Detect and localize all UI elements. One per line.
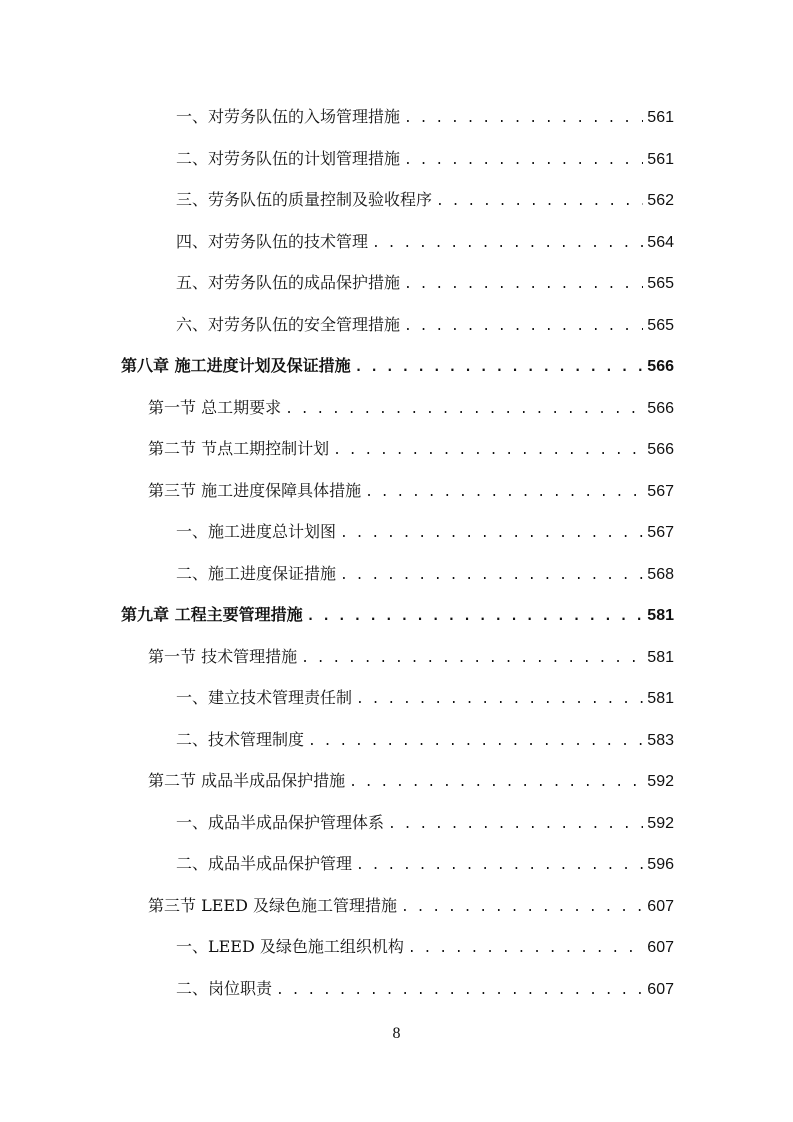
page-number: 8 bbox=[392, 1025, 401, 1042]
toc-section-entry[interactable] bbox=[148, 395, 674, 421]
toc-entry-page: 565 bbox=[647, 275, 674, 292]
toc-section-entry[interactable] bbox=[148, 436, 674, 462]
toc-entry-title: 四、对劳务队伍的技术管理 bbox=[176, 232, 369, 251]
toc-entry-title: 一、施工进度总计划图 bbox=[176, 522, 337, 541]
toc-entry-title: 第二节 节点工期控制计划 bbox=[148, 439, 330, 458]
toc-entry-page: 581 bbox=[647, 649, 674, 666]
dot-leader bbox=[404, 272, 643, 298]
toc-entry-title: 第三节 施工进度保障具体措施 bbox=[148, 481, 362, 500]
dot-leader bbox=[408, 936, 643, 962]
dot-leader bbox=[276, 978, 643, 1004]
toc-entry-page: 596 bbox=[647, 856, 674, 873]
toc-entry-title: 第八章 施工进度计划及保证措施 bbox=[121, 356, 351, 375]
toc-entry-page: 567 bbox=[647, 524, 674, 541]
dot-leader bbox=[307, 604, 644, 630]
toc-entry-page: 592 bbox=[647, 815, 674, 832]
toc-entry-page: 565 bbox=[647, 317, 674, 334]
dot-leader bbox=[301, 646, 643, 672]
toc-entry[interactable] bbox=[176, 810, 674, 836]
toc-entry[interactable] bbox=[176, 519, 674, 545]
toc-entry-page: 567 bbox=[647, 483, 674, 500]
dot-leader bbox=[388, 812, 643, 838]
dot-leader bbox=[349, 770, 643, 796]
toc-entry-title: 二、成品半成品保护管理 bbox=[176, 854, 353, 873]
toc-chapter-entry[interactable] bbox=[121, 602, 674, 628]
toc-entry-title: 二、对劳务队伍的计划管理措施 bbox=[176, 149, 401, 168]
dot-leader bbox=[355, 355, 644, 381]
toc-entry-page: 561 bbox=[647, 151, 674, 168]
toc-entry-page: 566 bbox=[647, 358, 674, 375]
toc-entry[interactable] bbox=[176, 685, 674, 711]
toc-entry-title: 六、对劳务队伍的安全管理措施 bbox=[176, 315, 401, 334]
dot-leader bbox=[404, 106, 643, 132]
dot-leader bbox=[333, 438, 643, 464]
toc-entry-page: 581 bbox=[647, 607, 674, 624]
dot-leader bbox=[340, 521, 643, 547]
toc-entry-title: 第一节 技术管理措施 bbox=[148, 647, 298, 666]
toc-entry[interactable] bbox=[176, 934, 674, 960]
dot-leader bbox=[340, 563, 643, 589]
toc-entry-page: 568 bbox=[647, 566, 674, 583]
toc-entry[interactable] bbox=[176, 851, 674, 877]
toc-entry[interactable] bbox=[176, 104, 674, 130]
toc-entry-page: 566 bbox=[647, 441, 674, 458]
dot-leader bbox=[308, 729, 643, 755]
toc-entry-title: 第三节 LEED 及绿色施工管理措施 bbox=[148, 896, 397, 915]
toc-entry[interactable] bbox=[176, 561, 674, 587]
toc-entry-title: 第九章 工程主要管理措施 bbox=[121, 605, 303, 624]
toc-entry-page: 581 bbox=[647, 690, 674, 707]
toc-section-entry[interactable] bbox=[148, 478, 674, 504]
toc-entry[interactable] bbox=[176, 146, 674, 172]
dot-leader bbox=[356, 853, 643, 879]
dot-leader bbox=[365, 480, 643, 506]
toc-entry-title: 第一节 总工期要求 bbox=[148, 398, 282, 417]
toc-entry-page: 607 bbox=[647, 981, 674, 998]
toc-entry-page: 607 bbox=[647, 939, 674, 956]
toc-section-entry[interactable] bbox=[148, 893, 674, 919]
toc-entry-page: 566 bbox=[647, 400, 674, 417]
toc-entry[interactable] bbox=[176, 312, 674, 338]
toc-entry[interactable] bbox=[176, 976, 674, 1002]
toc-entry-page: 564 bbox=[647, 234, 674, 251]
toc-entry[interactable] bbox=[176, 727, 674, 753]
toc-entry-title: 五、对劳务队伍的成品保护措施 bbox=[176, 273, 401, 292]
toc-entry[interactable] bbox=[176, 270, 674, 296]
dot-leader bbox=[356, 687, 643, 713]
toc-entry-title: 三、劳务队伍的质量控制及验收程序 bbox=[176, 190, 433, 209]
dot-leader bbox=[372, 231, 643, 257]
toc-entry-page: 562 bbox=[647, 192, 674, 209]
toc-entry-title: 一、对劳务队伍的入场管理措施 bbox=[176, 107, 401, 126]
dot-leader bbox=[401, 895, 643, 921]
toc-entry-title: 第二节 成品半成品保护措施 bbox=[148, 771, 346, 790]
toc-entry[interactable] bbox=[176, 229, 674, 255]
toc-entry-page: 561 bbox=[647, 109, 674, 126]
toc-entry-page: 583 bbox=[647, 732, 674, 749]
toc-entry-title: 二、岗位职责 bbox=[176, 979, 273, 998]
toc-entry-title: 一、建立技术管理责任制 bbox=[176, 688, 353, 707]
dot-leader bbox=[285, 397, 643, 423]
toc-entry-page: 607 bbox=[647, 898, 674, 915]
toc-chapter-entry[interactable] bbox=[121, 353, 674, 379]
toc-entry-title: 一、成品半成品保护管理体系 bbox=[176, 813, 385, 832]
dot-leader bbox=[404, 314, 643, 340]
toc-section-entry[interactable] bbox=[148, 644, 674, 670]
toc-entry-title: 二、技术管理制度 bbox=[176, 730, 305, 749]
toc-section-entry[interactable] bbox=[148, 768, 674, 794]
toc-entry-page: 592 bbox=[647, 773, 674, 790]
dot-leader bbox=[404, 148, 643, 174]
toc-entry-title: 二、施工进度保证措施 bbox=[176, 564, 337, 583]
toc-entry-title: 一、LEED 及绿色施工组织机构 bbox=[176, 937, 404, 956]
toc-entry[interactable] bbox=[176, 187, 674, 213]
dot-leader bbox=[436, 189, 643, 215]
